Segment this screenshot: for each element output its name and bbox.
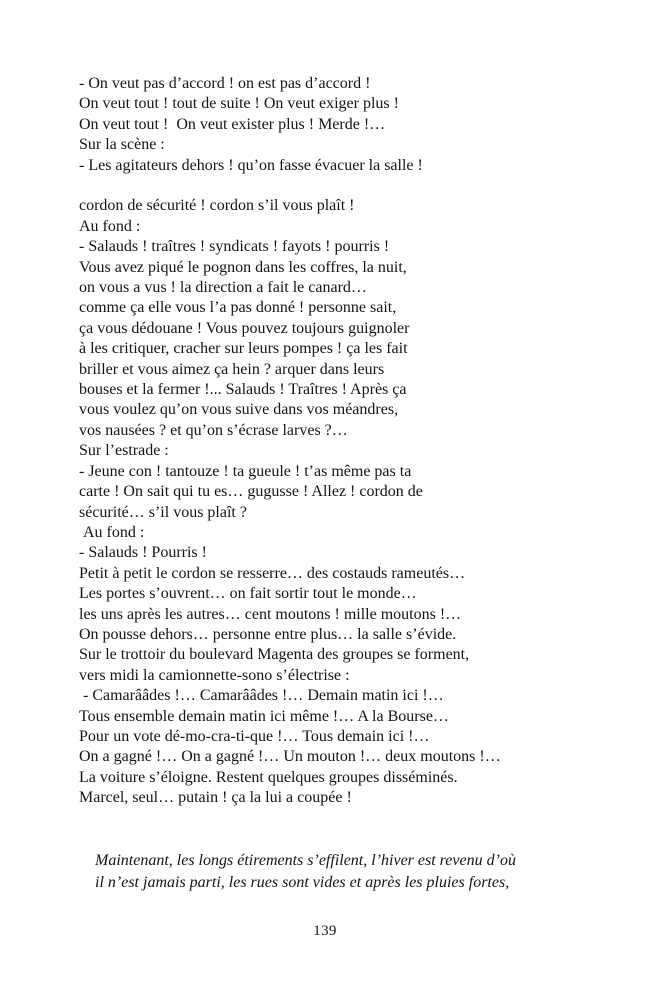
page-footer	[0, 922, 650, 940]
italic-text-line: Maintenant, les longs étirements s’effilent, l’hiver est revenu d’où	[95, 852, 516, 869]
text-line: Vous avez piqué le pognon dans les coffres, la nuit,	[79, 258, 407, 276]
text-line	[79, 176, 639, 196]
text-line: On veut tout ! tout de suite ! On veut exiger plus !	[79, 95, 399, 113]
text-line: Les portes s’ouvrent… on fait sortir tout le monde…	[79, 585, 417, 603]
text-line: Marcel, seul… putain ! ça la lui a coupée !	[79, 789, 352, 807]
text-line: ça vous dédouane ! Vous pouvez toujours guignoler	[79, 319, 410, 337]
text-line: vous voulez qu’on vous suive dans vos méandres,	[79, 401, 399, 419]
text-line: vos nausées ? et qu’on s’écrase larves ?…	[79, 421, 348, 439]
text-line: - On veut pas d’accord ! on est pas d’accord !	[79, 75, 371, 92]
text-line: - Salauds ! traîtres ! syndicats ! fayots ! pourris !	[79, 238, 390, 256]
text-line: briller et vous aimez ça hein ? arquer dans leurs	[79, 360, 385, 378]
text-line: comme ça elle vous l’a pas donné ! personne sait,	[79, 299, 397, 317]
text-line: Sur le trottoir du boulevard Magenta des groupes se forment,	[79, 646, 470, 664]
italic-text-line: il n’est jamais parti, les rues sont vides et après les pluies fortes,	[95, 873, 510, 891]
text-line: vers midi la camionnette-sono s’électrise :	[79, 666, 350, 684]
text-line: - Les agitateurs dehors ! qu’on fasse évacuer la salle !	[79, 156, 423, 174]
text-line: La voiture s’éloigne. Restent quelques groupes disséminés.	[79, 768, 458, 786]
text-line: Pour un vote dé-mo-cra-ti-que !… Tous demain ici !…	[79, 727, 430, 745]
text-line: On pousse dehors… personne entre plus… la salle s’évide.	[79, 625, 457, 643]
text-line: - Jeune con ! tantouze ! ta gueule ! t’as même pas ta	[79, 462, 412, 480]
text-line: - Camarââdes !… Camarââdes !… Demain matin ici !…	[79, 687, 444, 705]
closing-italic-paragraph	[95, 850, 595, 893]
text-line: cordon de sécurité ! cordon s’il vous plaît !	[79, 197, 355, 215]
text-line: sécurité… s’il vous plaît ?	[79, 503, 247, 521]
text-line: à les critiquer, cracher sur leurs pompes ! ça les fait	[79, 340, 408, 358]
text-line: Petit à petit le cordon se resserre… des costauds rameutés…	[79, 564, 466, 582]
text-line: - Salauds ! Pourris !	[79, 544, 207, 562]
text-line: On veut tout ! On veut exister plus ! Merde !…	[79, 115, 386, 133]
text-line: carte ! On sait qui tu es… gugusse ! Allez ! cordon de	[79, 483, 423, 501]
text-line: Au fond :	[79, 523, 145, 541]
text-line: Tous ensemble demain matin ici même !… A la Bourse…	[79, 707, 449, 725]
text-line: Sur la scène :	[79, 136, 165, 154]
text-line: les uns après les autres… cent moutons ! mille moutons !…	[79, 605, 462, 623]
text-line: Sur l’estrade :	[79, 442, 169, 460]
text-line: Au fond :	[79, 217, 141, 235]
text-line: bouses et la fermer !... Salauds ! Traîtres ! Après ça	[79, 381, 407, 399]
text-line: on vous a vus ! la direction a fait le canard…	[79, 279, 367, 297]
text-line: On a gagné !… On a gagné !… Un mouton !… deux moutons !…	[79, 748, 501, 766]
body-text	[79, 74, 639, 809]
page-number: 139	[313, 923, 337, 939]
